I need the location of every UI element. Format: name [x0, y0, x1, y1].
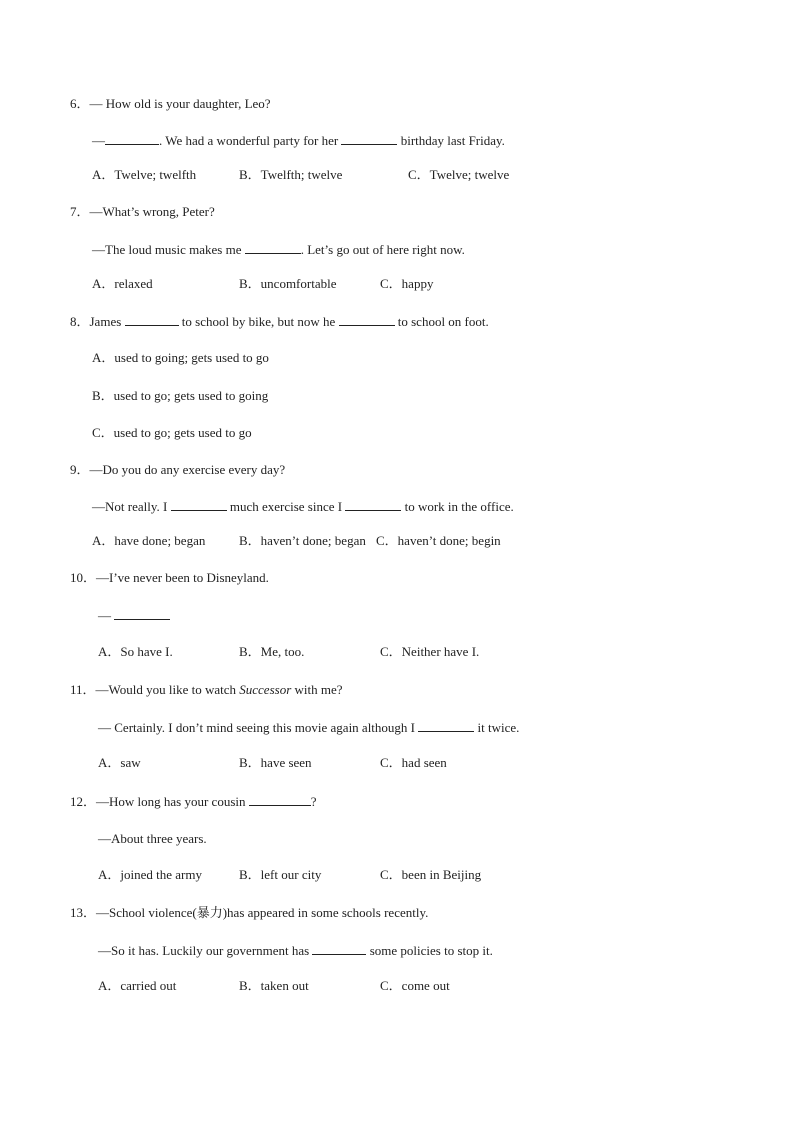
question-13-option-a: A．carried out: [98, 978, 177, 993]
question-9-stem: 9．—Do you do any exercise every day?: [70, 462, 286, 477]
question-13-reply: [98, 942, 493, 959]
question-11-option-a: A．saw: [98, 755, 141, 770]
question-11-option-c: C．had seen: [380, 755, 447, 770]
question-13-stem: 13．—School violence(暴力)has appeared in some schools recently.: [70, 905, 429, 920]
question-9-option-a: A．have done; began: [92, 533, 206, 548]
question-10-option-a: A．So have I.: [98, 644, 173, 659]
stem-text: 12．—How long has your cousin: [70, 794, 246, 809]
movie-title: Successor: [239, 682, 292, 697]
question-10-reply: [98, 607, 170, 624]
question-6-reply: [92, 132, 505, 149]
reply-text: —The loud music makes me: [92, 242, 242, 257]
stem-text: 11．—Would you like to watch: [70, 682, 237, 697]
question-6-option-c: C．Twelve; twelve: [408, 167, 510, 182]
stem-text: with me?: [294, 682, 343, 697]
answer-blank: [105, 132, 159, 145]
answer-blank: [418, 719, 474, 732]
answer-blank: [114, 607, 170, 620]
question-12-option-c: C．been in Beijing: [380, 867, 482, 882]
question-7-reply: [92, 241, 465, 258]
answer-blank: [341, 132, 397, 145]
reply-text: —: [92, 133, 105, 148]
answer-blank: [339, 313, 395, 326]
reply-text: — Certainly. I don’t mind seeing this movie again although I: [98, 720, 416, 735]
reply-text: it twice.: [477, 720, 520, 735]
reply-text: . We had a wonderful party for her: [159, 133, 339, 148]
question-13-option-c: C．come out: [380, 978, 450, 993]
question-8-option-b: B．used to go; gets used to going: [92, 388, 269, 403]
question-6-option-b: B．Twelfth; twelve: [239, 167, 343, 182]
stem-text: ?: [310, 794, 317, 809]
question-8-stem: [70, 313, 489, 330]
answer-blank: [312, 942, 366, 955]
answer-blank: [345, 498, 401, 511]
reply-text: —Not really. I: [92, 499, 168, 514]
reply-text: to work in the office.: [404, 499, 514, 514]
reply-text: —So it has. Luckily our government has: [98, 943, 310, 958]
question-9-reply: [92, 498, 514, 515]
question-10-stem: 10．—I’ve never been to Disneyland.: [70, 570, 269, 585]
reply-text: —: [98, 608, 111, 623]
reply-text: . Let’s go out of here right now.: [300, 242, 465, 257]
reply-text: birthday last Friday.: [400, 133, 505, 148]
question-12-option-b: B．left our city: [239, 867, 322, 882]
question-12-reply: —About three years.: [98, 831, 207, 846]
reply-text: some policies to stop it.: [369, 943, 493, 958]
question-8-option-c: C．used to go; gets used to go: [92, 425, 252, 440]
question-11-stem: [70, 682, 343, 698]
answer-blank: [125, 313, 179, 326]
question-6-stem: 6．— How old is your daughter, Leo?: [70, 96, 271, 111]
question-6-option-a: A．Twelve; twelfth: [92, 167, 197, 182]
question-10-option-b: B．Me, too.: [239, 644, 305, 659]
question-7-stem: 7．—What’s wrong, Peter?: [70, 204, 215, 219]
question-9-option-b: B．haven’t done; began: [239, 533, 366, 548]
answer-blank: [171, 498, 227, 511]
answer-blank: [249, 793, 311, 806]
question-7-option-a: A．relaxed: [92, 276, 153, 291]
reply-text: much exercise since I: [229, 499, 343, 514]
question-10-option-c: C．Neither have I.: [380, 644, 480, 659]
question-11-option-b: B．have seen: [239, 755, 312, 770]
stem-text: 8．James: [70, 314, 122, 329]
question-12-stem: [70, 793, 317, 810]
question-12-option-a: A．joined the army: [98, 867, 202, 882]
question-9-option-c: C．haven’t done; begin: [376, 533, 501, 548]
question-13-option-b: B．taken out: [239, 978, 309, 993]
stem-text: to school on foot.: [397, 314, 489, 329]
question-8-option-a: A．used to going; gets used to go: [92, 350, 269, 365]
question-7-option-b: B．uncomfortable: [239, 276, 337, 291]
question-7-option-c: C．happy: [380, 276, 434, 291]
stem-text: to school by bike, but now he: [181, 314, 336, 329]
answer-blank: [245, 241, 301, 254]
question-11-reply: [98, 719, 519, 736]
